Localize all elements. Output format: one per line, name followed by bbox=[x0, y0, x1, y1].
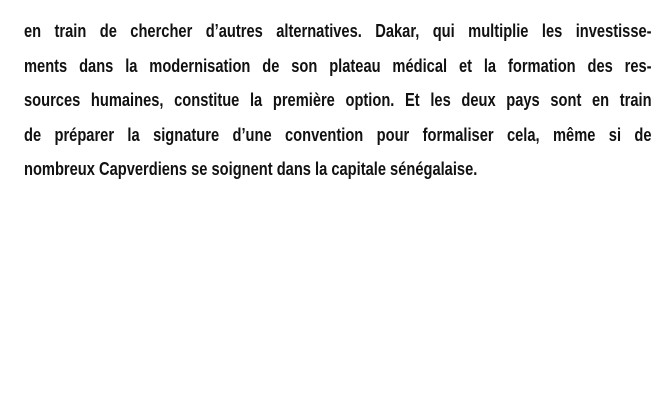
text-line: en train de chercher d’autres alternatives. Dakar, qui multiplie les investisse- bbox=[24, 21, 652, 41]
text-line: ments dans la modernisation de son plateau médical et la formation des res- bbox=[24, 55, 652, 76]
text-line: de préparer la signature d’une convention pour formaliser cela, même si de bbox=[24, 124, 652, 145]
article-paragraph bbox=[24, 14, 652, 187]
text-line: nombreux Capverdiens se soignent dans la capitale sénégalaise. bbox=[24, 159, 478, 179]
text-line: sources humaines, constitue la première option. Et les deux pays sont en train bbox=[24, 90, 652, 110]
